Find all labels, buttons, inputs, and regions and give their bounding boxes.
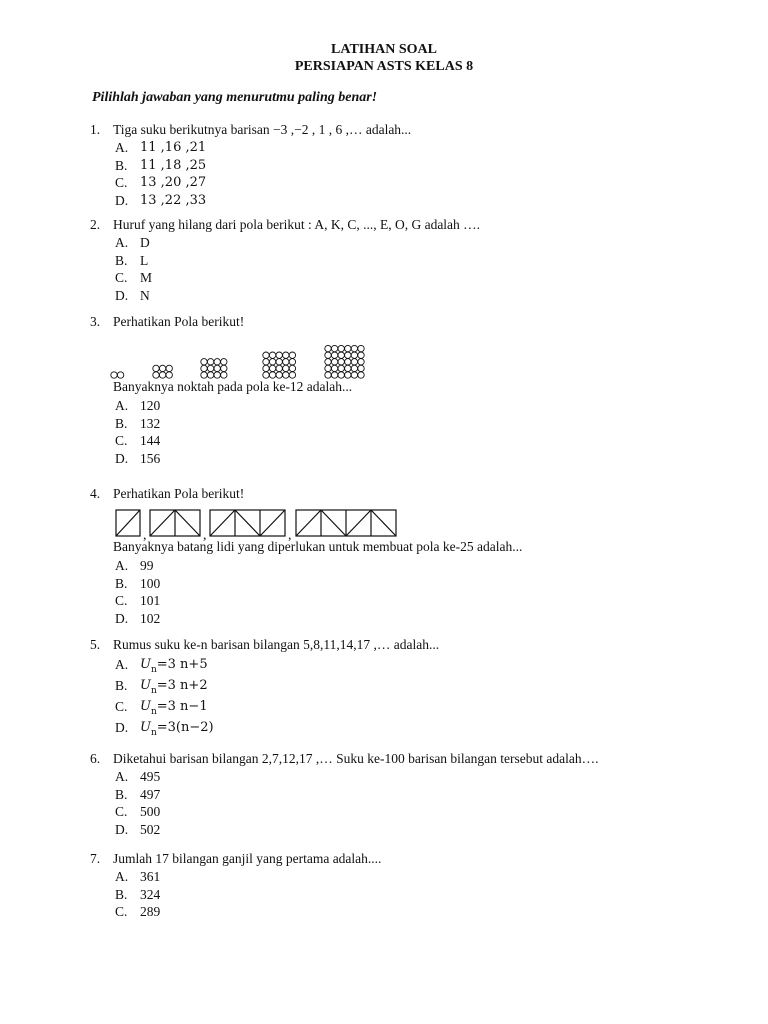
question-3-options xyxy=(90,397,750,467)
question-5 xyxy=(90,636,750,738)
option-c[interactable] xyxy=(90,696,750,717)
option-c[interactable] xyxy=(90,903,750,921)
dot xyxy=(153,372,159,378)
dot xyxy=(269,352,275,358)
option-label: D. xyxy=(115,821,129,837)
question-subtext: Banyaknya batang lidi yang diperlukan untuk membuat pola ke-25 adalah... xyxy=(113,539,523,554)
option-label: D. xyxy=(115,192,129,208)
dot xyxy=(207,365,213,371)
option-value: 100 xyxy=(140,575,161,591)
dot xyxy=(276,365,282,371)
option-value: 132 xyxy=(140,415,161,431)
dot xyxy=(358,359,364,365)
math-subscript: n xyxy=(150,728,157,738)
option-label: A. xyxy=(115,769,129,784)
dot xyxy=(331,352,337,358)
option-c[interactable] xyxy=(90,592,750,610)
question-number: 5. xyxy=(90,637,101,652)
option-a[interactable] xyxy=(90,768,750,786)
option-label: B. xyxy=(115,575,128,591)
option-a[interactable] xyxy=(90,654,750,675)
option-label: A. xyxy=(115,398,129,413)
math-subscript: n xyxy=(150,707,157,717)
question-number: 4. xyxy=(90,486,101,501)
option-a[interactable] xyxy=(90,557,750,575)
option-label: C. xyxy=(115,699,128,714)
dot xyxy=(269,365,275,371)
option-label: D. xyxy=(115,610,129,626)
dot xyxy=(166,372,172,378)
math-symbol: U xyxy=(140,657,151,672)
question-3 xyxy=(90,313,750,331)
pattern-4 xyxy=(296,510,396,536)
dot xyxy=(351,365,357,371)
option-value: L xyxy=(140,252,149,268)
option-a[interactable] xyxy=(90,234,750,252)
dot xyxy=(221,372,227,378)
math-symbol: U xyxy=(140,720,151,735)
option-label: B. xyxy=(115,415,128,431)
math-symbol: U xyxy=(140,678,151,693)
dot xyxy=(283,372,289,378)
option-value: 11 ,18 ,25 xyxy=(140,157,207,173)
pattern-1 xyxy=(116,510,140,536)
dot-pattern-5 xyxy=(325,345,364,378)
dot xyxy=(117,372,123,378)
dot-pattern-figure xyxy=(110,330,390,380)
option-value: 289 xyxy=(140,904,161,919)
dot xyxy=(263,372,269,378)
option-value: 13 ,22 ,33 xyxy=(140,192,207,208)
option-label: A. xyxy=(115,558,129,573)
dot xyxy=(338,372,344,378)
dot xyxy=(214,372,220,378)
question-1 xyxy=(90,121,750,209)
option-d[interactable] xyxy=(90,192,750,210)
option-label: B. xyxy=(115,157,128,173)
question-number: 7. xyxy=(90,851,101,866)
option-d[interactable] xyxy=(90,717,750,738)
option-d[interactable] xyxy=(90,287,750,305)
dot xyxy=(214,365,220,371)
option-value: 324 xyxy=(140,886,161,902)
option-value: 502 xyxy=(140,821,161,837)
option-b[interactable] xyxy=(90,157,750,175)
question-text: Huruf yang hilang dari pola berikut : A, K, C, ..., E, O, G adalah …. xyxy=(113,217,481,232)
dot xyxy=(289,365,295,371)
pattern-2 xyxy=(150,510,200,536)
dot xyxy=(325,345,331,351)
dot xyxy=(159,365,165,371)
option-value: =3 n+5 xyxy=(156,657,208,672)
option-b[interactable] xyxy=(90,252,750,270)
question-text: Diketahui barisan bilangan 2,7,12,17 ,… Suku ke-100 barisan bilangan tersebut adalah…. xyxy=(113,751,599,766)
option-value: 120 xyxy=(140,398,161,413)
dot xyxy=(338,352,344,358)
question-number: 3. xyxy=(90,314,101,329)
question-number: 1. xyxy=(90,122,101,137)
option-value: 101 xyxy=(140,593,161,608)
dot xyxy=(221,365,227,371)
matchstick-pattern-figure xyxy=(112,507,402,541)
option-value: 11 ,16 ,21 xyxy=(140,140,207,155)
dot xyxy=(325,365,331,371)
dot xyxy=(283,365,289,371)
option-label: D. xyxy=(115,720,129,735)
question-7 xyxy=(90,850,750,921)
dot xyxy=(338,359,344,365)
option-value: N xyxy=(140,287,150,303)
separator-comma: , xyxy=(203,528,207,541)
dot xyxy=(338,365,344,371)
title-line-2: PERSIAPAN ASTS KELAS 8 xyxy=(294,59,474,74)
question-text: Jumlah 17 bilangan ganjil yang pertama adalah.... xyxy=(113,851,382,866)
option-label: A. xyxy=(115,235,129,250)
dot xyxy=(263,352,269,358)
dot xyxy=(263,365,269,371)
option-value: =3 n+2 xyxy=(156,678,208,693)
dot xyxy=(153,365,159,371)
dot xyxy=(358,352,364,358)
dot-pattern-3 xyxy=(201,359,227,379)
option-value: 500 xyxy=(140,804,161,819)
question-6 xyxy=(90,750,750,838)
option-value: =3(n−2) xyxy=(156,720,214,735)
dot xyxy=(358,372,364,378)
option-label: C. xyxy=(115,804,128,819)
option-label: D. xyxy=(115,287,129,303)
dot xyxy=(331,372,337,378)
option-label: C. xyxy=(115,433,128,448)
option-label: A. xyxy=(115,140,129,155)
option-a[interactable] xyxy=(90,868,750,886)
option-value: D xyxy=(140,235,150,250)
dot xyxy=(111,372,117,378)
question-number: 2. xyxy=(90,217,101,232)
dot-pattern-4 xyxy=(263,352,296,378)
option-c[interactable] xyxy=(90,269,750,287)
option-b[interactable] xyxy=(90,786,750,804)
option-c[interactable] xyxy=(90,803,750,821)
dot xyxy=(269,359,275,365)
question-4-options xyxy=(90,557,750,627)
dot xyxy=(201,359,207,365)
dot xyxy=(289,372,295,378)
dot xyxy=(276,352,282,358)
dot xyxy=(331,359,337,365)
dot xyxy=(207,372,213,378)
dot xyxy=(351,345,357,351)
option-label: C. xyxy=(115,270,128,285)
dot xyxy=(289,359,295,365)
question-4 xyxy=(90,485,750,503)
option-b[interactable] xyxy=(90,575,750,593)
dot xyxy=(345,359,351,365)
option-value: M xyxy=(140,270,153,285)
option-d[interactable] xyxy=(90,610,750,628)
option-c[interactable] xyxy=(90,174,750,192)
option-label: C. xyxy=(115,904,128,919)
option-b[interactable] xyxy=(90,675,750,696)
dot-pattern-2 xyxy=(153,365,173,378)
math-subscript: n xyxy=(150,686,157,696)
question-number: 6. xyxy=(90,751,101,766)
option-value: 102 xyxy=(140,610,161,626)
dot xyxy=(214,359,220,365)
option-label: B. xyxy=(115,886,128,902)
option-value: 361 xyxy=(140,869,161,884)
dot xyxy=(269,372,275,378)
option-b[interactable] xyxy=(90,886,750,904)
dot xyxy=(331,365,337,371)
option-label: D. xyxy=(115,450,129,466)
question-text: Rumus suku ke-n barisan bilangan 5,8,11,14,17 ,… adalah... xyxy=(113,637,440,652)
option-d[interactable] xyxy=(90,450,750,468)
option-label: B. xyxy=(115,786,128,802)
question-text: Tiga suku berikutnya barisan −3 ,−2 , 1 , 6 ,… adalah... xyxy=(113,122,412,137)
option-d[interactable] xyxy=(90,821,750,839)
dot-pattern-1 xyxy=(111,372,124,378)
math-symbol: U xyxy=(140,699,151,714)
dot xyxy=(289,352,295,358)
dot xyxy=(345,345,351,351)
option-value: 495 xyxy=(140,769,161,784)
dot xyxy=(331,345,337,351)
math-subscript: n xyxy=(150,665,157,675)
dot xyxy=(345,365,351,371)
dot xyxy=(263,359,269,365)
option-c[interactable] xyxy=(90,432,750,450)
pattern-3 xyxy=(210,510,285,536)
option-value: 497 xyxy=(140,786,161,802)
option-label: A. xyxy=(115,657,129,672)
dot xyxy=(325,352,331,358)
option-b[interactable] xyxy=(90,415,750,433)
dot xyxy=(351,352,357,358)
dot xyxy=(338,345,344,351)
dot xyxy=(325,372,331,378)
option-value: 99 xyxy=(140,558,154,573)
option-value: =3 n−1 xyxy=(156,699,208,714)
option-a[interactable] xyxy=(90,397,750,415)
option-value: 156 xyxy=(140,450,161,466)
dot xyxy=(358,345,364,351)
dot xyxy=(201,365,207,371)
option-label: B. xyxy=(115,252,128,268)
instruction: Pilihlah jawaban yang menurutmu paling benar! xyxy=(92,90,378,105)
option-label: C. xyxy=(115,593,128,608)
dot xyxy=(283,359,289,365)
separator-comma: , xyxy=(288,528,292,541)
separator-comma: , xyxy=(143,528,147,541)
dot xyxy=(351,372,357,378)
question-2 xyxy=(90,216,750,304)
title-line-1: LATIHAN SOAL xyxy=(331,42,437,57)
dot xyxy=(159,372,165,378)
dot xyxy=(345,352,351,358)
dot xyxy=(345,372,351,378)
dot xyxy=(166,365,172,371)
dot xyxy=(221,359,227,365)
option-value: 13 ,20 ,27 xyxy=(140,175,207,190)
option-label: C. xyxy=(115,175,128,190)
dot xyxy=(283,352,289,358)
dot xyxy=(351,359,357,365)
dot xyxy=(207,359,213,365)
option-value: 144 xyxy=(140,433,161,448)
dot xyxy=(358,365,364,371)
option-label: B. xyxy=(115,678,128,693)
dot xyxy=(276,359,282,365)
question-subtext: Banyaknya noktah pada pola ke-12 adalah... xyxy=(113,379,353,394)
question-text: Perhatikan Pola berikut! xyxy=(113,486,245,501)
dot xyxy=(276,372,282,378)
dot xyxy=(325,359,331,365)
question-text: Perhatikan Pola berikut! xyxy=(113,314,245,329)
dot xyxy=(201,372,207,378)
option-a[interactable] xyxy=(90,139,750,157)
option-label: A. xyxy=(115,869,129,884)
